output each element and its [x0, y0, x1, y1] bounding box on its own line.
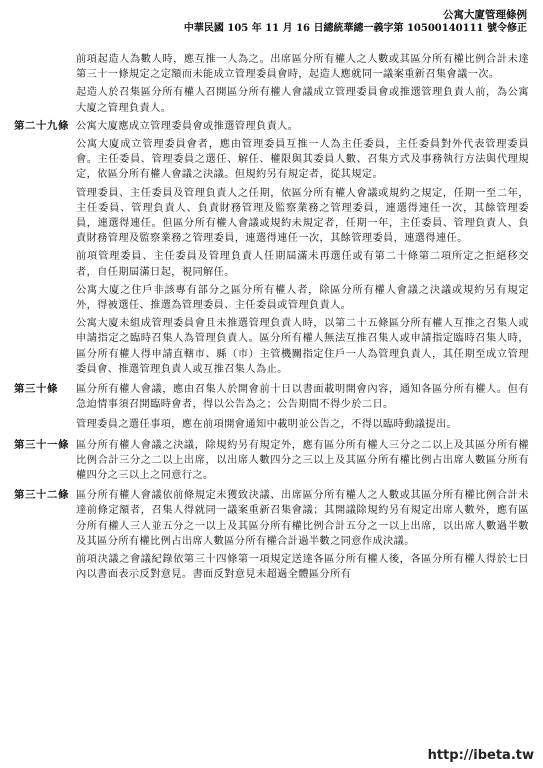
paragraph	[14, 283, 529, 313]
article-number: 第三十條	[14, 383, 58, 396]
document-body	[14, 52, 529, 586]
article-number: 第二十九條	[14, 119, 69, 132]
paragraph-text: 前項管理委員、主任委員及管理負責人任期屆滿未再選任或有第二十條第二項所定之拒絕移交者，自任期屆滿日起，視同解任。	[76, 251, 529, 278]
paragraph-text: 公寓大廈成立管理委員會者，應由管理委員互推一人為主任委員，主任委員對外代表管理委員會。主任委員、管理委員之選任、解任、權限與其委員人數、召集方式及事務執行方法與代理規定，依區分所有權人會議之決議。但規約另有規定者，從其規定。	[76, 139, 529, 181]
paragraph	[14, 316, 529, 377]
paragraph	[14, 137, 529, 183]
paragraph-text: 公寓大廈之住戶非該專有部分之區分所有權人者，除區分所有權人會議之決議或規約另有規定外，得被選任、推選為管理委員、主任委員或管理負責人。	[76, 284, 529, 312]
law-title: 公寓大廈管理條例	[443, 9, 527, 21]
paragraph-text: 管理委員之選任事項，應在前項開會通知中載明並公告之，不得以臨時動議提出。	[76, 419, 458, 431]
paragraph-text: 區分所有權人會議，應由召集人於開會前十日以書面載明開會內容，通知各區分所有權人。但有急迫情事須召開臨時會者，得以公告為之；公告期間不得少於二日。	[76, 384, 529, 411]
paragraph	[14, 552, 529, 582]
article-paragraph	[14, 438, 529, 484]
paragraph	[14, 85, 529, 115]
paragraph	[14, 249, 529, 279]
paragraph	[14, 52, 529, 82]
article-number: 第三十二條	[14, 489, 69, 502]
paragraph-text: 區分所有權人會議之決議，除規約另有規定外，應有區分所有權人三分之二以上及其區分所有權比例合計三分之二以上出席，以出席人數四分之三以上及其區分所有權比例占出席人數區分所有權四分之三以上之同意行之。	[76, 439, 529, 482]
paragraph-text: 起造人於召集區分所有權人召開區分所有權人會議成立管理委員會或推選管理負責人前，為公寓大廈之管理負責人。	[76, 87, 529, 114]
article-number: 第三十一條	[14, 438, 69, 451]
paragraph-text: 區分所有權人會議依前條規定未獲致決議、出席區分所有權人之人數或其區分所有權比例合計未達前條定額者，召集人得就同一議案重新召集會議；其開議除規約另有規定出席人數外，應有區分所有權人三人並五分之一以上及其區分所有權比例合計五分之一以上出席，以出席人數過半數及其區分所有權比例占出席人數區分所有權合計過半數之同意作成決議。	[76, 490, 529, 547]
document-header	[184, 8, 527, 36]
paragraph-text: 前項起造人為數人時，應互推一人為之。出席區分所有權人之人數或其區分所有權比例合計未達第三十一條規定之定額而未能成立管理委員會時，起造人應就同一議案重新召集會議一次。	[76, 54, 529, 81]
article-paragraph	[14, 382, 529, 412]
paragraph-text: 公寓大廈未組成管理委員會且未推選管理負責人時，以第二十五條區分所有權人互推之召集人或申請指定之臨時召集人為管理負責人。區分所有權人無法互推召集人或申請指定臨時召集人時，區分所有權人得申請直轄市、縣（市）主管機關指定住戶一人為管理負責人，其任期至成立管理委員會、推選管理負責人或互推召集人為止。	[76, 318, 529, 375]
site-watermark: http://ibeta.tw	[425, 747, 537, 764]
paragraph-text: 前項決議之會議紀錄依第三十四條第一項規定送達各區分所有權人後，各區分所有權人得於七日內以書面表示反對意見。書面反對意見未超過全體區分所有	[76, 554, 529, 581]
paragraph	[14, 417, 529, 432]
article-paragraph	[14, 119, 529, 134]
article-paragraph	[14, 488, 529, 549]
amendment-note: 中華民國 105 年 11 月 16 日總統華總一義字第 10500140111 號令修正	[183, 23, 527, 34]
paragraph-text: 管理委員、主任委員及管理負責人之任期，依區分所有權人會議或規約之規定，任期一至二年，主任委員、管理負責人、負責財務管理及監察業務之管理委員，連選得連任一次，其餘管理委員，連選得連任。但區分所有權人會議或規約未規定者，任期一年，主任委員、管理負責人、負責財務管理及監察業務之管理委員，連選得連任一次，其餘管理委員，連選得連任。	[76, 187, 529, 245]
paragraph	[14, 186, 529, 247]
paragraph-text: 公寓大廈應成立管理委員會或推選管理負責人。	[76, 120, 299, 132]
